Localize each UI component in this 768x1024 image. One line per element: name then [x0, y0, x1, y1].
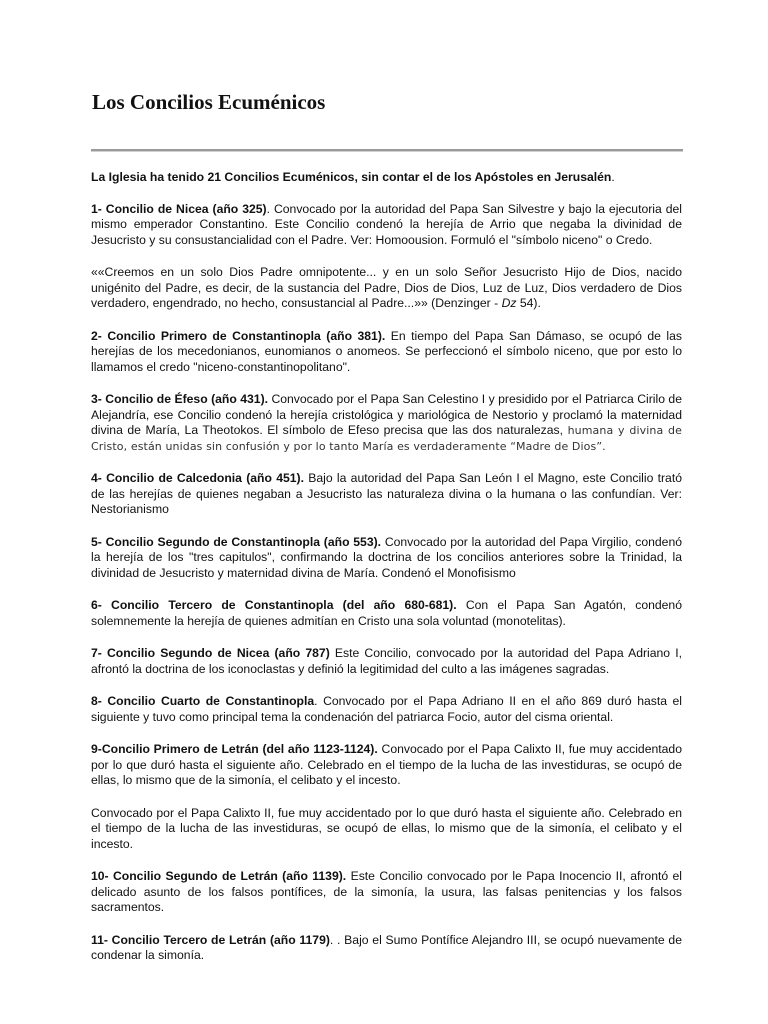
creed-quote: ««Creemos en un solo Dios Padre omnipotente... y en un solo Señor Jesucristo Hijo de Dios, nacido unigénito del Padre, es decir, de la sustancia del Padre, Dios de Dios, Luz de Luz, Dios verdadero de Dios verdadero, engendrado, no hecho, consustancial al Padre...»» (Denzinger -	[91, 265, 682, 310]
council-heading: 8- Concilio Cuarto de Constantinopla	[91, 694, 315, 708]
council-6-paragraph	[91, 598, 682, 629]
document-body	[91, 170, 682, 981]
council-1-paragraph	[91, 202, 682, 249]
council-heading: 11- Concilio Tercero de Letrán (año 1179)	[91, 932, 330, 947]
council-heading: 5- Concilio Segundo de Constantinopla (año 553).	[91, 534, 382, 549]
council-text: . . Bajo el Sumo Pontífice Alejandro III, se ocupó nuevamente de condenar la simonía.	[91, 932, 682, 962]
council-heading: 9-Concilio Primero de Letrán (del año 1123-1124).	[91, 742, 378, 756]
council-text: Convocado por el Papa Calixto II, fue muy accidentado por lo que duró hasta el siguiente año. Celebrado en el tiempo de la lucha de las investiduras, se ocupó de ellas, lo mismo que de la simonía, el celibato y el incesto.	[91, 805, 682, 851]
council-text: Convocado por el Papa Calixto II, fue muy accidentado por lo que duró hasta el siguiente año. Celebrado en el tiempo de la lucha de las investiduras, se ocupó de ellas, lo mismo que de la simonía, el celibato y el incesto.	[91, 742, 682, 787]
council-text: Este Concilio convocado por le Papa Inocencio II, afrontó el delicado asunto de los falsos pontífices, de la simonía, la usura, las falsas penitencias y los falsos sacramentos.	[91, 869, 683, 914]
creed-quote-paragraph	[91, 265, 682, 312]
council-text: Con el Papa San Agatón, condenó solemnemente la herejía de quienes admitían en Cristo una sola voluntad (monotelitas).	[91, 598, 682, 628]
council-5-paragraph	[91, 535, 682, 582]
intro-tail: .	[611, 170, 615, 184]
council-3-paragraph	[91, 392, 682, 454]
creed-ref-tail: 54).	[516, 296, 541, 310]
council-heading: 3- Concilio de Éfeso (año 431).	[91, 392, 269, 406]
council-text: En tiempo del Papa San Dámaso, se ocupó de las herejías de los mecedonianos, eunomianos o anomeos. Se perfeccionó el símbolo niceno, que por esto lo llamamos el credo "niceno-constantinopolitano".	[91, 328, 682, 374]
council-heading: 6- Concilio Tercero de Constantinopla (del año 680-681).	[91, 598, 457, 612]
council-text: . Convocado por la autoridad del Papa San Silvestre y bajo la ejecutoria del mismo emperador Constantino. Este Concilio condenó la herejía de Arrio que negaba la divinidad de Jesucristo y su consustancialidad con el Padre. Ver: Homoousion. Formuló el "símbolo niceno" o Credo.	[91, 201, 683, 247]
council-9-paragraph	[91, 742, 682, 789]
council-text: Bajo la autoridad del Papa San León I el Magno, este Concilio trató de las herejías de quienes negaban a Jesucristo las naturaleza divina o la humana o las confundían. Ver: Nestorianismo	[91, 471, 682, 516]
council-7-paragraph	[91, 646, 682, 677]
council-heading: 4- Concilio de Calcedonia (año 451).	[91, 471, 304, 485]
council-10-paragraph	[91, 869, 682, 916]
intro-bold: La Iglesia ha tenido 21 Concilios Ecuménicos, sin contar el de los Apóstoles en Jerusalén	[91, 170, 612, 184]
title-divider	[91, 149, 683, 152]
council-11-paragraph	[91, 933, 682, 964]
council-text: . Convocado por el Papa Adriano II en el año 869 duró hasta el siguiente y tuvo como principal tema la condenación del patriarca Focio, autor del cisma oriental.	[91, 694, 683, 724]
council-heading: 7- Concilio Segundo de Nicea (año 787)	[91, 646, 330, 660]
council-heading: 1- Concilio de Nicea (año 325)	[91, 201, 267, 216]
council-text: Este Concilio, convocado por la autoridad del Papa Adriano I, afrontó la doctrina de los iconoclastas y definió la legitimidad del culto a las imágenes sagradas.	[91, 646, 682, 676]
document-title: Los Concilios Ecuménicos	[92, 90, 326, 114]
council-8-paragraph	[91, 694, 682, 725]
council-9-repeat-paragraph	[91, 806, 682, 853]
council-4-paragraph	[91, 471, 682, 518]
council-heading: 2- Concilio Primero de Constantinopla (año 381).	[91, 328, 386, 343]
creed-ref-italic: Dz	[501, 296, 517, 310]
council-text: Convocado por la autoridad del Papa Virgilio, condenó la herejía de los "tres capitulos", confirmando la doctrina de los concilios anteriores sobre la Trinidad, la divinidad de Jesucristo y maternidad divina de María. Condenó el Monofisismo	[91, 534, 682, 580]
council-text-alt-font: humana y divina de Cristo, están unidas sin confusión y por lo tanto María es verdaderamente “Madre de Dios”.	[91, 424, 683, 453]
council-text: Convocado por el Papa San Celestino I y presidido por el Patriarca Cirilo de Alejandría, ese Concilio condenó la herejía cristológica y mariológica de Nestorio y proclamó la maternidad divina de María, La Theotokos. El símbolo de Efeso precisa que las dos naturalezas,	[91, 392, 682, 437]
council-2-paragraph	[91, 329, 682, 376]
council-heading: 10- Concilio Segundo de Letrán (año 1139).	[91, 869, 347, 883]
intro-paragraph	[91, 170, 682, 186]
